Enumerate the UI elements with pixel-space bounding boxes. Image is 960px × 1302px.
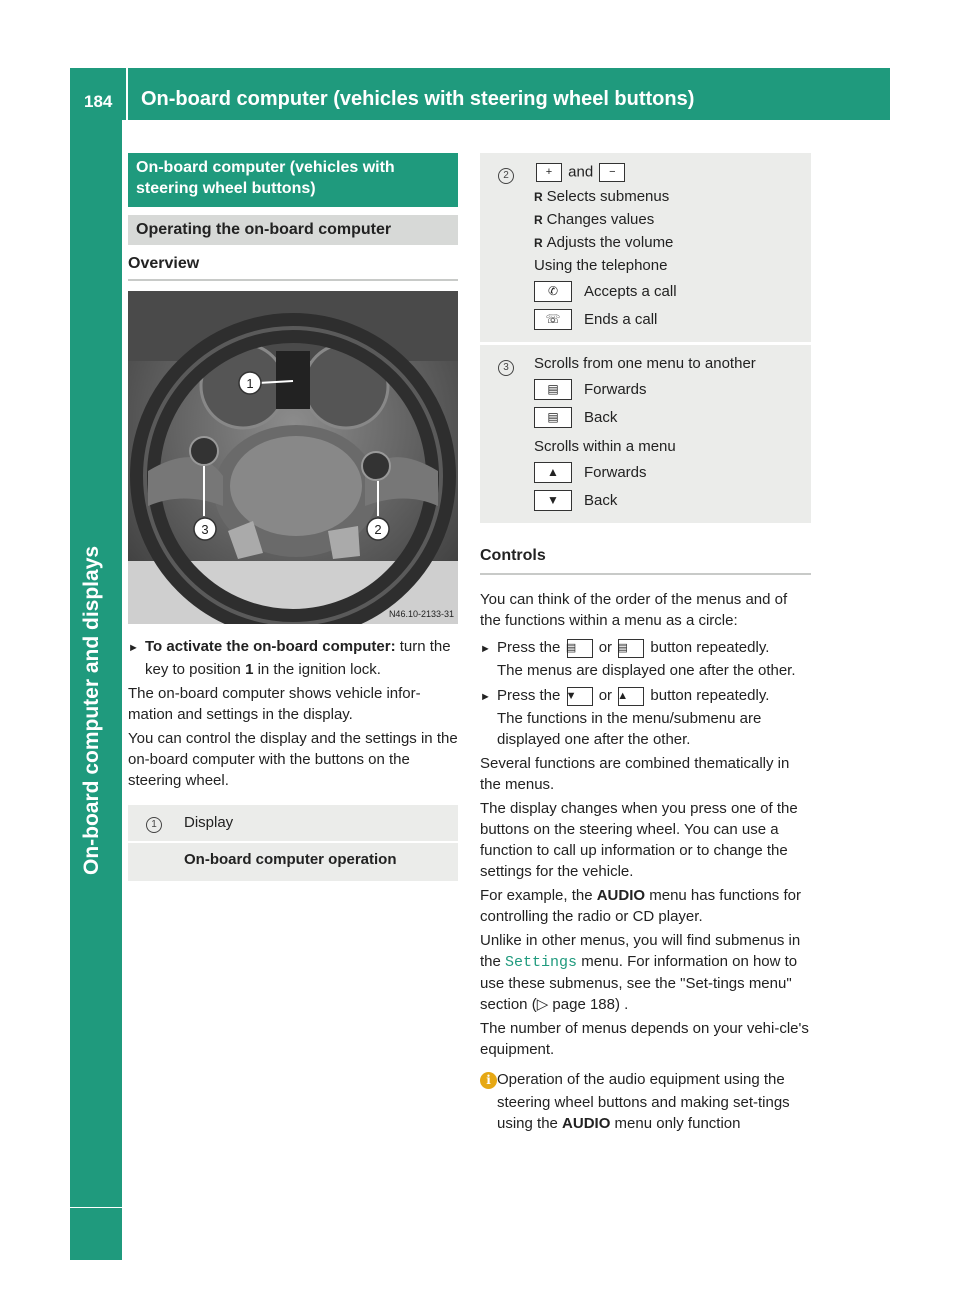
plus-key-icon: +	[536, 163, 562, 182]
info-icon: i	[480, 1072, 497, 1089]
svg-text:3: 3	[201, 522, 209, 537]
side-tab-label: On-board computer and displays	[80, 545, 103, 875]
photo-code: N46.10-2133-31	[388, 609, 454, 619]
right-column	[480, 153, 811, 1134]
list-item: ☏ Ends a call	[534, 309, 811, 330]
para-shows-info: The on-board computer shows vehicle infor-mation and settings in the display.	[128, 685, 421, 723]
step-functions: ► Press the ▼ or ▲ button repeatedly. The functions in the menu/submenu are displayed one after the other.	[480, 687, 770, 748]
table-row-2: 2 + and − R Selects submenus R Changes values R Adjusts the volume Using the telephone ✆ Accepts a call ☏ Ends a call	[480, 153, 811, 342]
page-title: On-board computer (vehicles with steering wheel buttons)	[141, 88, 695, 110]
overview-heading: Overview	[128, 255, 458, 281]
list-item: R Selects submenus	[534, 188, 670, 205]
scroll-within-heading: Scrolls within a menu	[534, 438, 676, 455]
step-arrow-icon: ►	[128, 642, 139, 654]
para-number-menus: The number of menus depends on your vehi-cle's equipment.	[480, 1020, 809, 1058]
callout-num: 1	[146, 817, 162, 833]
controls-table	[480, 153, 811, 523]
up-arrow-icon: ▲	[618, 687, 644, 706]
phone-end-icon: ☏	[534, 309, 572, 330]
step-menus: ► Press the ▤ or ▤ button repeatedly. The menus are displayed one after the other.	[480, 639, 796, 679]
menu-forward-icon: ▤	[567, 639, 593, 658]
callout-num: 2	[498, 168, 514, 184]
para-audio: For example, the AUDIO menu has functions for controlling the radio or CD player.	[480, 887, 801, 925]
list-item: ▤ Back	[534, 407, 811, 428]
step-arrow-icon: ►	[480, 643, 491, 655]
callout-2	[367, 518, 389, 540]
down-arrow-icon: ▼	[534, 490, 572, 511]
menu-back-icon: ▤	[534, 407, 572, 428]
table-row-3	[480, 345, 811, 523]
side-tab	[80, 545, 110, 905]
svg-text:1: 1	[246, 376, 254, 391]
para-settings: Unlike in other menus, you will find submenus in the Settings menu. For information on how to use these submenus, see the "Set-tings menu" section (▷ page 188) .	[480, 932, 801, 1013]
down-arrow-icon: ▼	[567, 687, 593, 706]
para-circle: You can think of the order of the menus and of the functions within a menu as a circle:	[480, 591, 788, 629]
callout-1	[239, 372, 261, 394]
para-control-display: You can control the display and the settings in the on-board computer with the buttons on the steering wheel.	[128, 730, 458, 789]
list-item: ▤ Forwards	[534, 379, 811, 400]
minus-key-icon: −	[599, 163, 625, 182]
list-item: R Adjusts the volume	[534, 234, 674, 251]
scroll-menus-heading: Scrolls from one menu to another	[534, 355, 756, 372]
table-row	[128, 843, 458, 881]
callout-3	[194, 518, 216, 540]
phone-accept-icon: ✆	[534, 281, 572, 302]
left-column	[128, 153, 458, 881]
left-table	[128, 805, 458, 881]
steering-wheel-photo	[128, 291, 458, 624]
table-cell: On-board computer operation	[184, 851, 397, 868]
table-cell: Display	[184, 814, 234, 831]
table-row	[128, 805, 458, 841]
step-arrow-icon: ►	[480, 691, 491, 703]
page-number: 184	[84, 92, 113, 111]
side-tab-square	[70, 1208, 122, 1260]
subsection-title: Operating the on-board computer	[128, 215, 458, 245]
header-divider	[126, 68, 128, 120]
callout-num: 3	[498, 360, 514, 376]
list-item: ▼ Back	[534, 490, 811, 511]
activate-step: ► To activate the on-board computer: turn the key to position 1 in the ignition lock.	[128, 638, 451, 678]
para-display-changes: The display changes when you press one of the buttons on the steering wheel. You can use a function to call up information or to change the settings for the vehicle.	[480, 800, 798, 880]
phone-heading: Using the telephone	[534, 257, 668, 274]
menu-forward-icon: ▤	[534, 379, 572, 400]
para-thematic: Several functions are combined thematically in the menus.	[480, 755, 790, 793]
section-title: On-board computer (vehicles with steering wheel buttons)	[128, 153, 458, 207]
info-note: i Operation of the audio equipment using the steering wheel buttons and making set-tings using the AUDIO menu only function	[480, 1069, 811, 1134]
controls-heading: Controls	[480, 547, 811, 575]
list-item: R Changes values	[534, 211, 655, 228]
svg-text:2: 2	[374, 522, 382, 537]
list-item: ▲ Forwards	[534, 462, 811, 483]
menu-back-icon: ▤	[618, 639, 644, 658]
list-item: ✆ Accepts a call	[534, 281, 811, 302]
up-arrow-icon: ▲	[534, 462, 572, 483]
